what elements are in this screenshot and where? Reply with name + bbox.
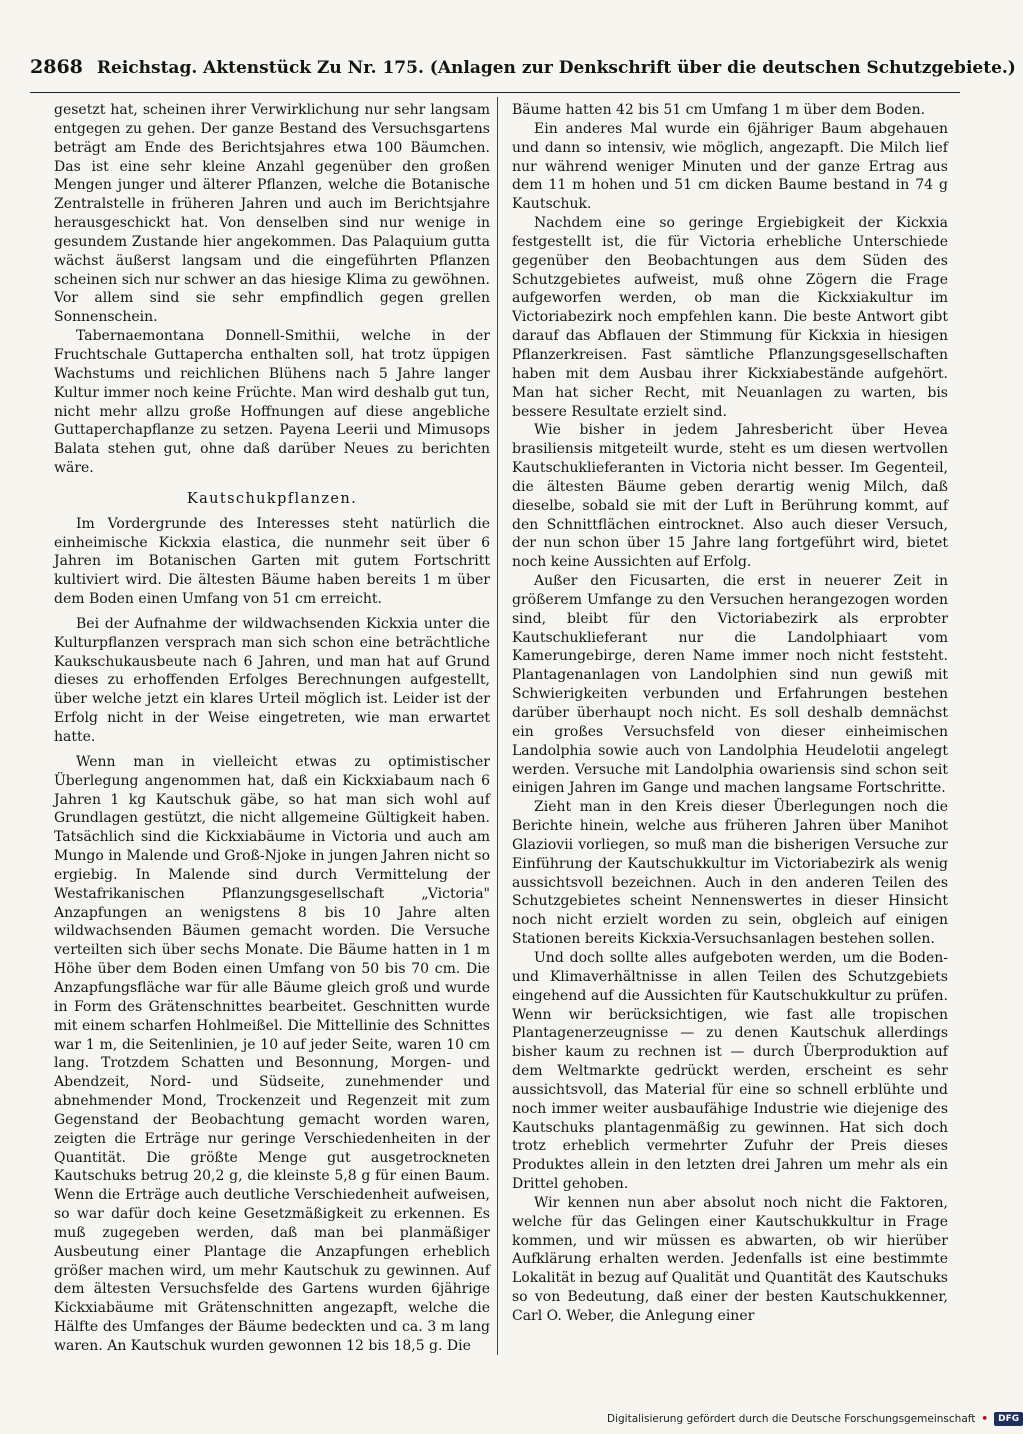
header-rule	[30, 92, 960, 93]
paragraph: Zieht man in den Kreis dieser Überlegungen noch die Berichte hinein, welche aus früheren Jahren über Manihot Glaziovii vorliegen, so muß man die bisherigen Versuche zur Einführung der Kautschukkultur im Victoriabezirk als wenig aussichtsvoll bezeichnen. Auch in den anderen Teilen des Schutzgebietes scheint Nennenswertes in dieser Hinsicht noch nicht erzielt worden zu sein, obgleich auf einigen Stationen bereits Kickxia-Versuchsanlagen bestehen sollen.	[512, 799, 948, 948]
paragraph: Tabernaemontana Donnell-Smithii, welche in der Fruchtschale Guttapercha enthalten soll, hat trotz üppigen Wachstums und reichlichen Blühens nach 5 Jahre langer Kultur immer noch keine Früchte. Man wird deshalb gut tun, nicht mehr allzu große Hoffnungen auf diese angebliche Guttaperchapflanze zu setzen. Payena Leerii und Mimusops Balata stehen gut, ohne daß darüber Neues zu berichten wäre.	[54, 328, 490, 477]
paragraph: Im Vordergrunde des Interesses steht natürlich die einheimische Kickxia elastica, die nunmehr seit über 6 Jahren im Botanischen Garten mit gutem Fortschritt kultiviert wird. Die ältesten Bäume haben bereits 1 m über dem Boden einen Umfang von 51 cm erreicht.	[54, 515, 490, 608]
column-divider	[497, 97, 498, 1355]
left-column	[54, 101, 490, 1356]
paragraph: Und doch sollte alles aufgeboten werden, um die Boden- und Klimaverhältnisse in allen Teilen des Schutzgebiets eingehend auf die Aussichten für Kautschukkultur zu prüfen. Wenn wir berücksichtigen, wie fast alle tropischen Plantagenerzeugnisse — zu denen Kautschuk allerdings bisher kaum zu rechnen ist — durch Überproduktion auf dem Weltmarkte gedrückt werden, erscheint es sehr aussichtsvoll, das Material für eine so schnell erblühte und noch immer weiter ausbaufähige Industrie wie diejenige des Kautschuks plantagenmäßig zu gewinnen. Hat sich doch trotz erheblich vermehrter Zufuhr der Preis dieses Produktes allein in den letzten drei Jahren um mehr als ein Drittel gehoben.	[512, 949, 948, 1193]
running-title: Reichstag. Aktenstück Zu Nr. 175. (Anlagen zur Denkschrift über die deutschen Schutzgebiete.)	[96, 58, 1016, 78]
paragraph: Bei der Aufnahme der wildwachsenden Kickxia unter die Kulturpflanzen versprach man sich schon eine beträchtliche Kaukschukausbeute nach 6 Jahren, und man hat auf Grund dieses zu erhoffenden Erfolges Berechnungen aufgestellt, über welche jetzt ein klares Urteil möglich ist. Leider ist der Erfolg nicht in der Weise eingetreten, wie man erwartet hatte.	[54, 615, 490, 745]
running-header	[30, 56, 1016, 90]
paragraph: Wie bisher in jedem Jahresbericht über Hevea brasiliensis mitgeteilt wurde, steht es um diesen wertvollen Kautschuklieferanten in Victoria nicht besser. Im Gegenteil, die ältesten Bäume geben derartig wenig Milch, daß dieselbe, sobald sie mit der Luft in Berührung kommt, auf den Schnittflächen eintrocknet. Also auch dieser Versuch, der nun schon über 15 Jahre lang fortgeführt wird, bietet noch keine Aussichten auf Erfolg.	[512, 422, 948, 571]
digitization-footer	[607, 1410, 1023, 1428]
footer-separator: •	[981, 1413, 989, 1425]
footer-credit: Digitalisierung gefördert durch die Deutsche Forschungsgemeinschaft	[607, 1413, 976, 1425]
page-number: 2868	[30, 56, 83, 78]
paragraph: Außer den Ficusarten, die erst in neuerer Zeit in größerem Umfange zu den Versuchen herangezogen worden sind, bleibt für den Victoriabezirk als erprobter Kautschuklieferant nur die Landolphiaart vom Kamerungebirge, deren Name immer noch nicht feststeht. Plantagenanlagen von Landolphien sind nun gewiß mit Schwierigkeiten verbunden und Erfahrungen bestehen darüber überhaupt noch nicht. Es soll deshalb demnächst ein großes Versuchsfeld von dieser einheimischen Landolphia sowie auch von Landolphia Heudelotii angelegt werden. Versuche mit Landolphia owariensis sind schon seit einigen Jahren im Gange und machen langsame Fortschritte.	[512, 573, 948, 797]
paragraph: Nachdem eine so geringe Ergiebigkeit der Kickxia festgestellt ist, die für Victoria erhebliche Unterschiede gegenüber den Beobachtungen aus dem Süden des Schutzgebietes aufweist, muß ohne Zögern die Frage aufgeworfen werden, ob man die Kickxiakultur im Victoriabezirk noch empfehlen kann. Die beste Antwort gibt darauf das Abflauen der Stimmung für Kickxia in hiesigen Pflanzerkreisen. Fast sämtliche Pflanzungsgesellschaften haben mit dem Ausbau ihrer Kickxiabestände aufgehört. Man hat sicher Recht, mit Neuanlagen zu warten, bis bessere Resultate erzielt sind.	[512, 215, 948, 420]
paragraph: Bäume hatten 42 bis 51 cm Umfang 1 m über dem Boden.	[512, 102, 926, 118]
paragraph: Wir kennen nun aber absolut noch nicht die Faktoren, welche für das Gelingen einer Kautschukkultur in Frage kommen, und wir müssen es abwarten, ob wir hierüber Aufklärung erhalten werden. Jedenfalls ist eine bestimmte Lokalität in bezug auf Qualität und Quantität des Kautschuks so von Bedeutung, daß einer der besten Kautschukkenner, Carl O. Weber, die Anlegung einer	[512, 1194, 948, 1324]
right-column	[512, 101, 948, 1326]
section-heading: Kautschukpflanzen.	[186, 490, 358, 507]
paragraph: Ein anderes Mal wurde ein 6jähriger Baum abgehauen und dann so intensiv, wie möglich, angezapft. Die Milch lief nur während weniger Minuten und der ganze Ertrag aus dem 11 m hohen und 51 cm dicken Baume bestand in 74 g Kautschuk.	[512, 120, 948, 213]
paragraph: gesetzt hat, scheinen ihrer Verwirklichung nur sehr langsam entgegen zu gehen. Der ganze Bestand des Versuchsgartens beträgt am Ende des Berichtsjahres etwa 100 Bäumchen. Das ist eine sehr kleine Anzahl gegenüber den großen Mengen junger und älterer Pflanzen, welche die Botanische Zentralstelle in früheren Jahren und auch im Berichtsjahre herausgeschickt hat. Von denselben sind nur wenige in gesundem Zustande hier angekommen. Das Palaquium gutta wächst äußerst langsam und die eingeführten Pflanzen scheinen sich nur schwer an das hiesige Klima zu gewöhnen. Vor allem sind sie sehr empfindlich gegen grellen Sonnenschein.	[54, 102, 490, 326]
dfg-logo: DFG	[994, 1412, 1023, 1426]
paragraph: Wenn man in vielleicht etwas zu optimistischer Überlegung angenommen hat, daß ein Kickxiabaum nach 6 Jahren 1 kg Kautschuk gäbe, so hat man sich wohl auf Grundlagen gestützt, die nicht allgemeine Gültigkeit haben. Tatsächlich sind die Kickxiabäume in Victoria und auch am Mungo in Malende und Groß-Njoke in jungen Jahren nicht so ergiebig. In Malende sind durch Vermittelung der Westafrikanischen Pflanzungsgesellschaft „Victoria" Anzapfungen an wenigstens 8 bis 10 Jahre alten wildwachsenden Bäumen gemacht worden. Die Versuche verteilten sich über sechs Monate. Die Bäume hatten in 1 m Höhe über dem Boden einen Umfang von 50 bis 70 cm. Die Anzapfungsfläche war für alle Bäume gleich groß und wurde in Form des Grätenschnittes bearbeitet. Geschnitten wurde mit einem scharfen Hohlmeißel. Die Mittellinie des Schnittes war 1 m, die Seitenlinien, je 10 auf jeder Seite, waren 10 cm lang. Trotzdem Schatten und Besonnung, Morgen- und Abendzeit, Nord- und Südseite, zunehmender und abnehmender Mond, Trockenzeit und Regenzeit mit zum Gegenstand der Beobachtung gemacht worden waren, zeigten die Erträge nur geringe Verschiedenheiten in der Quantität. Die größte Menge gut ausgetrockneten Kautschuks betrug 20,2 g, die kleinste 5,8 g für einen Baum. Wenn die Erträge auch deutliche Verschiedenheit aufweisen, so war dafür doch keine Gesetzmäßigkeit zu erkennen. Es muß zugegeben werden, daß man bei planmäßiger Ausbeutung einer Plantage die Anzapfungen erheblich größer machen wird, um mehr Kautschuk zu gewinnen. Auf dem ältesten Versuchsfelde des Gartens wurden 6jährige Kickxiabäume mit Grätenschnitten angezapft, welche die Hälfte des Umfanges der Bäume bedeckten und ca. 3 m lang waren. An Kautschuk wurden gewonnen 12 bis 18,5 g. Die	[54, 753, 490, 1354]
